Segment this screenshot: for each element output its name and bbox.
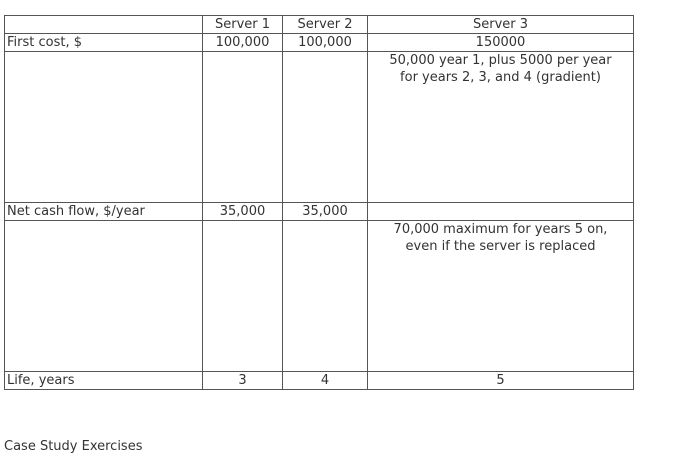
net-cash-flow-server-2: 35,000 xyxy=(283,203,368,221)
table-row-life xyxy=(5,372,634,390)
first-cost-label: First cost, $ xyxy=(5,34,203,52)
empty-cell xyxy=(203,221,283,372)
empty-cell xyxy=(283,221,368,372)
first-cost-server-3: 150000 xyxy=(368,34,634,52)
table-row-first-cost xyxy=(5,34,634,52)
table-row-net-cash-flow xyxy=(5,203,634,221)
empty-cell xyxy=(368,203,634,221)
server-comparison-table xyxy=(4,15,634,390)
header-server-3: Server 3 xyxy=(368,16,634,34)
net-cash-flow-server-1: 35,000 xyxy=(203,203,283,221)
net-cash-flow-server-3-note-2-text: 70,000 maximum for years 5 on, even if the server is replaced xyxy=(393,222,608,254)
empty-cell xyxy=(203,52,283,203)
net-cash-flow-server-3-note-1-text: 50,000 year 1, plus 5000 per year for years 2, 3, and 4 (gradient) xyxy=(389,53,612,85)
header-empty-cell xyxy=(5,16,203,34)
net-cash-flow-server-3-note-2 xyxy=(368,221,634,372)
case-study-exercises-heading: Case Study Exercises xyxy=(4,439,143,454)
empty-cell xyxy=(5,221,203,372)
net-cash-flow-label: Net cash flow, $/year xyxy=(5,203,203,221)
life-label: Life, years xyxy=(5,372,203,390)
life-server-2: 4 xyxy=(283,372,368,390)
first-cost-server-2: 100,000 xyxy=(283,34,368,52)
table-row-net-cash-flow-note-2 xyxy=(5,221,634,372)
table-row-net-cash-flow-note-1 xyxy=(5,52,634,203)
first-cost-server-1: 100,000 xyxy=(203,34,283,52)
header-server-2: Server 2 xyxy=(283,16,368,34)
empty-cell xyxy=(5,52,203,203)
table-header-row xyxy=(5,16,634,34)
empty-cell xyxy=(283,52,368,203)
life-server-3: 5 xyxy=(368,372,634,390)
life-server-1: 3 xyxy=(203,372,283,390)
header-server-1: Server 1 xyxy=(203,16,283,34)
net-cash-flow-server-3-note-1 xyxy=(368,52,634,203)
